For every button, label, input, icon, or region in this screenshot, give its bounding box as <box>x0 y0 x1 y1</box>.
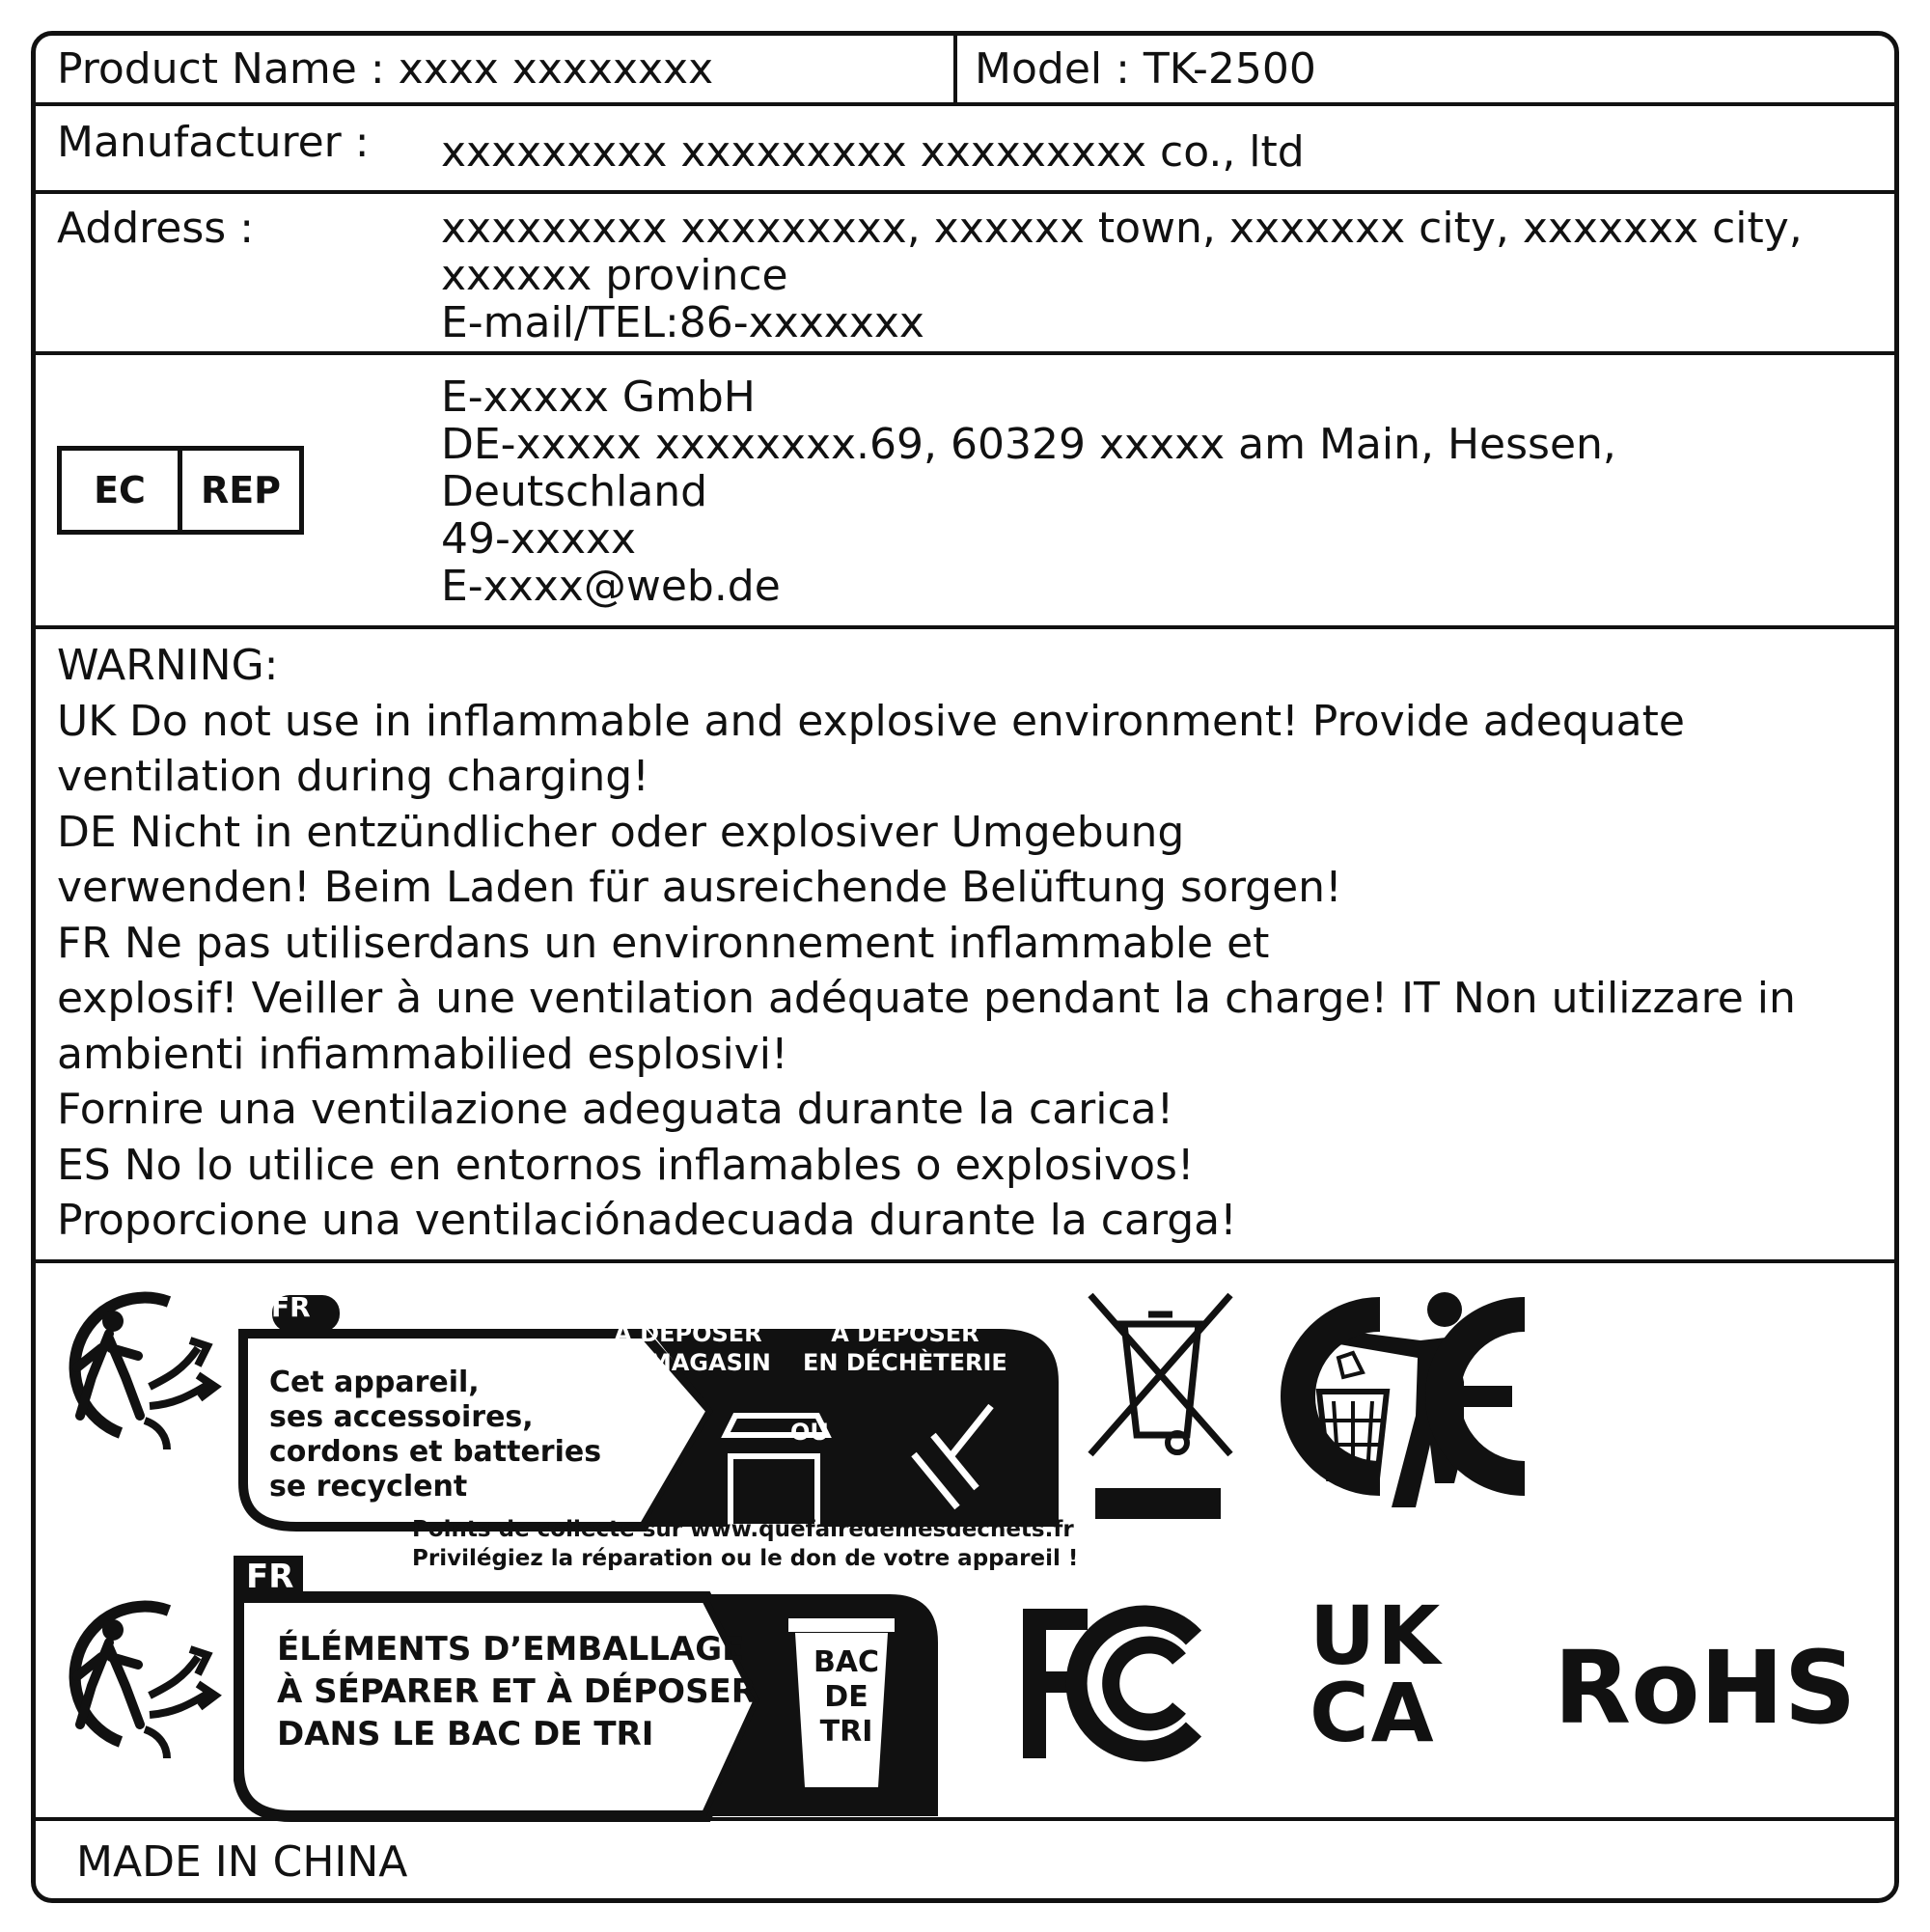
origin-label: MADE IN CHINA <box>76 1837 408 1887</box>
bin-line: DE <box>824 1680 868 1714</box>
triman-recycle-icon-2 <box>53 1589 222 1758</box>
warning-line: Fornire una ventilazione adeguata durante la carica! <box>57 1085 1174 1134</box>
warning-line: WARNING: <box>57 641 279 690</box>
store-line: À DÉPOSER <box>614 1320 762 1347</box>
address-line: xxxxxxxxx xxxxxxxxx, xxxxxx town, xxxxxxx city, xxxxxxx city, <box>441 204 1803 253</box>
row-divider <box>36 1259 1894 1263</box>
warning-line: UK Do not use in inflammable and explosive environment! Provide adequate <box>57 696 1685 746</box>
model-number: Model : TK-2500 <box>975 44 1316 94</box>
ec-rep-line: 49-xxxxx <box>441 514 637 564</box>
fcc-mark <box>1015 1599 1208 1768</box>
manufacturer-label: Manufacturer : <box>57 118 370 167</box>
ec-rep-right: REP <box>200 469 282 511</box>
rohs-mark: RoHS <box>1554 1629 1857 1747</box>
row-divider <box>36 351 1894 355</box>
triman-fr-tag-2: FR <box>246 1558 294 1596</box>
product-name: Product Name : xxxx xxxxxxxx <box>57 44 714 94</box>
dump-drop-label <box>803 1319 1007 1377</box>
store-drop-label <box>605 1319 771 1377</box>
store-line: EN MAGASIN <box>605 1349 771 1376</box>
triman-text <box>269 1366 601 1504</box>
warning-line: FR Ne pas utiliserdans un environnement inflammable et <box>57 918 1270 968</box>
warning-text <box>57 638 1796 1249</box>
ec-rep-line: E-xxxxx GmbH <box>441 373 756 422</box>
row-divider <box>36 190 1894 194</box>
triman-line: cordons et batteries <box>269 1435 602 1469</box>
bin-line: TRI <box>819 1715 873 1749</box>
triman-line: se recyclent <box>269 1470 468 1504</box>
ec-rep-mark <box>57 446 304 535</box>
warning-line: ventilation during charging! <box>57 752 649 801</box>
warning-line: verwenden! Beim Laden für ausreichende Belüftung sorgen! <box>57 863 1342 912</box>
packaging-line: DANS LE BAC DE TRI <box>277 1715 654 1753</box>
triman-line: ses accessoires, <box>269 1400 534 1434</box>
warning-line: DE Nicht in entzündlicher oder explosiver Umgebung <box>57 807 1185 857</box>
address-line: E-mail/TEL:86-xxxxxxx <box>441 298 924 347</box>
warning-line: Proporcione una ventilaciónadecuada durante la carga! <box>57 1196 1237 1245</box>
address-line: xxxxxx province <box>441 251 788 300</box>
warning-line: explosif! Veiller à une ventilation adéquate pendant la charge! IT Non utilizzare in <box>57 974 1796 1023</box>
warning-line: ambienti infiammabilied esplosivi! <box>57 1029 788 1079</box>
ec-rep-line: DE-xxxxx xxxxxxxx.69, 60329 xxxxx am Main, Hessen, <box>441 420 1616 469</box>
packaging-line: ÉLÉMENTS D’EMBALLAGE <box>277 1630 745 1669</box>
ukca-bottom: CA <box>1310 1666 1436 1760</box>
packaging-line: À SÉPARER ET À DÉPOSER <box>277 1672 757 1711</box>
ce-mark <box>1250 1295 1539 1498</box>
triman-line: Cet appareil, <box>269 1366 480 1399</box>
ukca-top: UK <box>1310 1588 1443 1683</box>
ec-rep-line: E-xxxx@web.de <box>441 562 781 611</box>
dump-line: À DÉPOSER <box>831 1320 979 1347</box>
dump-line: EN DÉCHÈTERIE <box>803 1349 1007 1376</box>
address-label: Address : <box>57 204 255 253</box>
product-label <box>31 31 1899 1903</box>
ce-mark-graphic <box>1250 1295 1539 1498</box>
weee-crossed-bin-icon <box>1081 1290 1240 1532</box>
ec-rep-address <box>441 373 1616 610</box>
bin-label <box>813 1645 880 1750</box>
ou-label: OU <box>790 1419 829 1446</box>
collection-line: Points de collecte sur www.quefairedemesdechets.fr <box>412 1517 1074 1542</box>
fcc-mark-graphic <box>1015 1599 1208 1768</box>
row-divider <box>36 625 1894 629</box>
collection-line: Privilégiez la réparation ou le don de votre appareil ! <box>412 1546 1079 1571</box>
address-value <box>441 205 1803 346</box>
ec-rep-line: Deutschland <box>441 467 708 516</box>
triman-fr-tag: FR <box>271 1291 311 1323</box>
bin-line: BAC <box>813 1645 880 1679</box>
manufacturer-value: xxxxxxxxx xxxxxxxxx xxxxxxxxx co., ltd <box>441 127 1305 177</box>
warning-line: ES No lo utilice en entornos inflamables o explosivos! <box>57 1140 1195 1190</box>
ukca-mark <box>1310 1588 1474 1761</box>
ec-rep-left: EC <box>62 451 182 530</box>
row-divider <box>36 102 1894 106</box>
column-divider <box>953 36 957 104</box>
triman-recycle-icon <box>53 1281 222 1449</box>
packaging-text <box>277 1628 757 1755</box>
